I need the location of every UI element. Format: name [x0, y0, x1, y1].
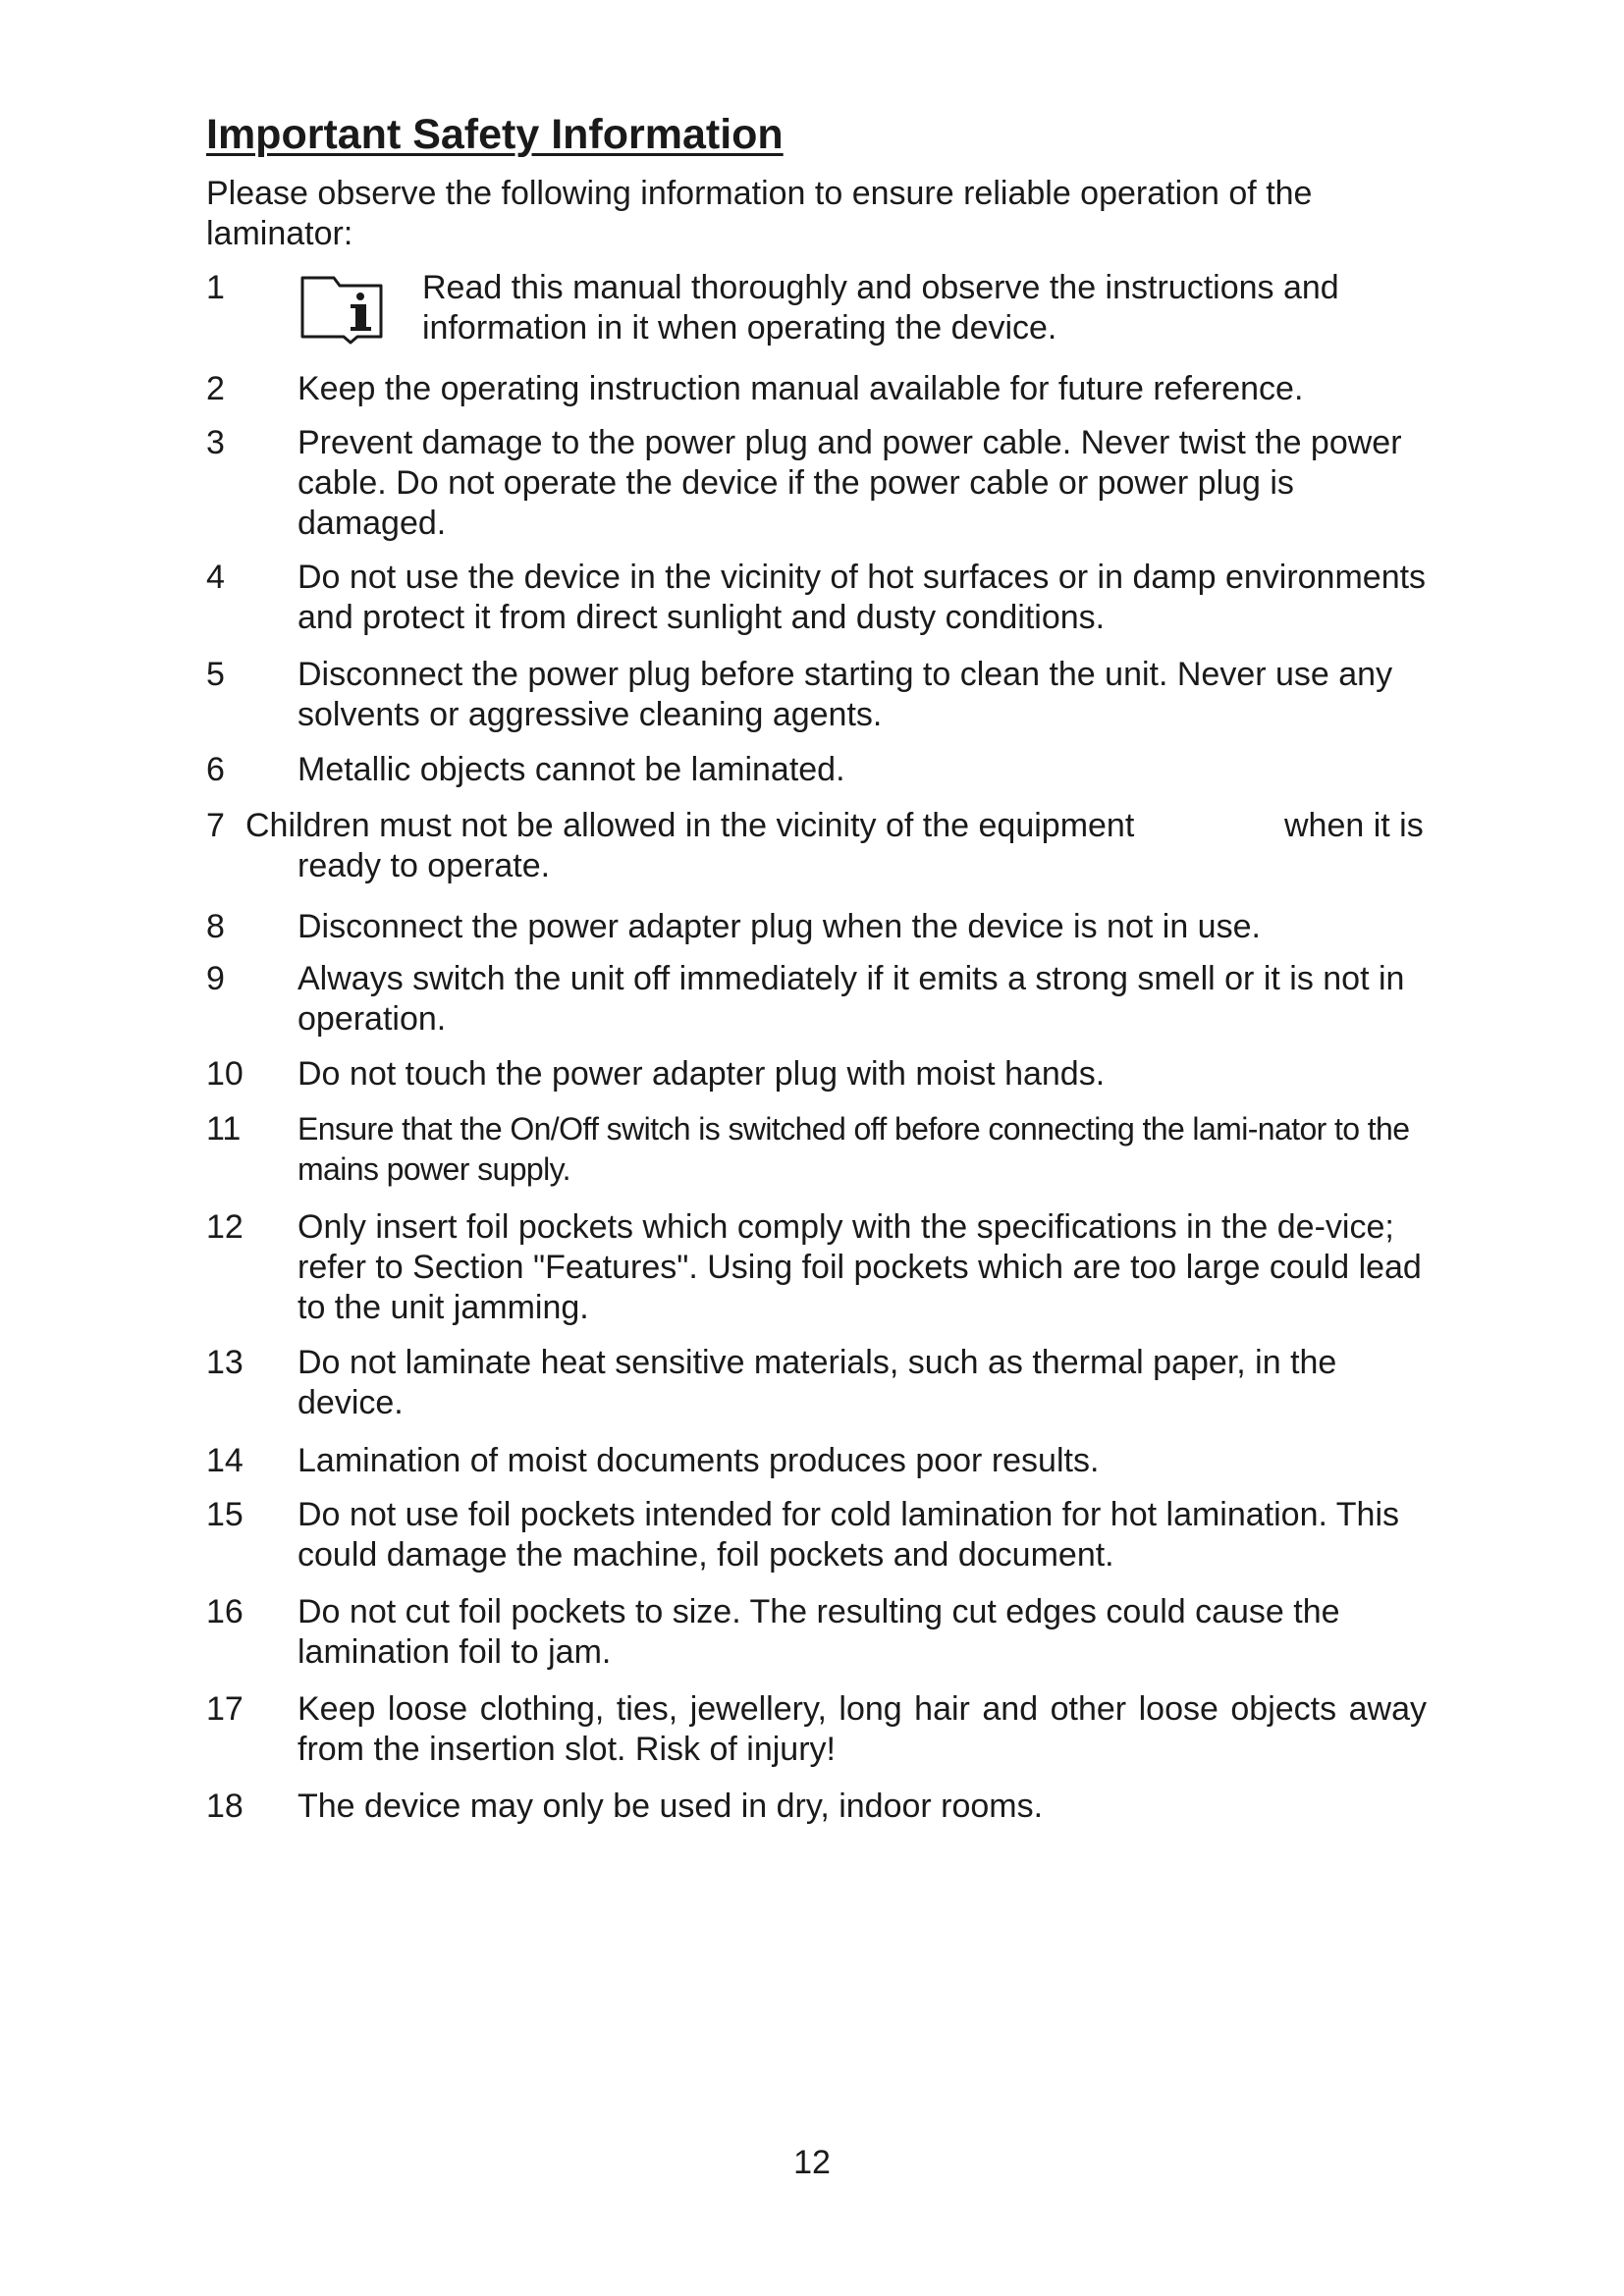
item-number: 16: [206, 1593, 244, 1630]
item-number: 3: [206, 424, 225, 461]
item-text: Do not laminate heat sensitive materials, such as thermal paper, in the device.: [298, 1344, 1337, 1421]
item-number: 13: [206, 1344, 244, 1381]
item-text: Children must not be allowed in the vicinity of the equipment: [245, 807, 1135, 844]
page-number: 12: [793, 2144, 831, 2181]
intro-paragraph: Please observe the following information to ensure reliable operation of the laminator:: [206, 175, 1313, 252]
item-number: 8: [206, 908, 225, 945]
item-number: 4: [206, 559, 225, 596]
item-text: Do not use foil pockets intended for cold lamination for hot lamination. This could damage the machine, foil pockets and document.: [298, 1496, 1399, 1574]
item-text: Do not cut foil pockets to size. The resulting cut edges could cause the lamination foil to jam.: [298, 1593, 1340, 1671]
item-text: Read this manual thoroughly and observe the instructions and information in it when operating the device.: [422, 269, 1339, 347]
item-number: 10: [206, 1055, 244, 1093]
item-text: Do not touch the power adapter plug with moist hands.: [298, 1055, 1106, 1093]
item-text: Disconnect the power adapter plug when the device is not in use.: [298, 908, 1261, 945]
item-text: Prevent damage to the power plug and power cable. Never twist the power cable. Do not operate the device if the power cable or power plug is damaged.: [298, 424, 1402, 542]
item-text: when it is: [1284, 807, 1424, 844]
item-number: 18: [206, 1788, 244, 1825]
item-text: Do not use the device in the vicinity of hot surfaces or in damp environments and protect it from direct sunlight and dusty conditions.: [298, 559, 1427, 636]
item-text: Always switch the unit off immediately if it emits a strong smell or it is not in operation.: [298, 960, 1405, 1038]
item-text: Ensure that the On/Off switch is switched off before connecting the lami-nator to the mains power supply.: [298, 1111, 1410, 1187]
item-number: 12: [206, 1208, 244, 1246]
item-text: Lamination of moist documents produces poor results.: [298, 1442, 1100, 1479]
item-number: 15: [206, 1496, 244, 1533]
item-number: 14: [206, 1442, 244, 1479]
item-number: 9: [206, 960, 225, 997]
item-text: Keep loose clothing, ties, jewellery, long hair and other loose objects away from the insertion slot. Risk of injury!: [298, 1690, 1427, 1768]
page-title: Important Safety Information: [206, 111, 784, 158]
item-text: Keep the operating instruction manual available for future reference.: [298, 370, 1304, 407]
item-number: 7: [206, 807, 225, 844]
item-text: Metallic objects cannot be laminated.: [298, 751, 845, 788]
item-number: 11: [206, 1110, 242, 1148]
item-number: 2: [206, 370, 225, 407]
item-number: 6: [206, 751, 225, 788]
item-text: Only insert foil pockets which comply with the specifications in the de-vice; refer to Section "Features". Using foil pockets which are too large could lead to the unit jamming.: [298, 1208, 1422, 1326]
item-text: The device may only be used in dry, indoor rooms.: [298, 1788, 1044, 1825]
info-manual-icon: [297, 272, 387, 345]
item-number: 1: [206, 269, 225, 306]
item-number: 17: [206, 1690, 244, 1728]
item-text: ready to operate.: [298, 847, 551, 884]
item-text: Disconnect the power plug before starting to clean the unit. Never use any solvents or aggressive cleaning agents.: [298, 656, 1393, 733]
item-number: 5: [206, 656, 225, 693]
